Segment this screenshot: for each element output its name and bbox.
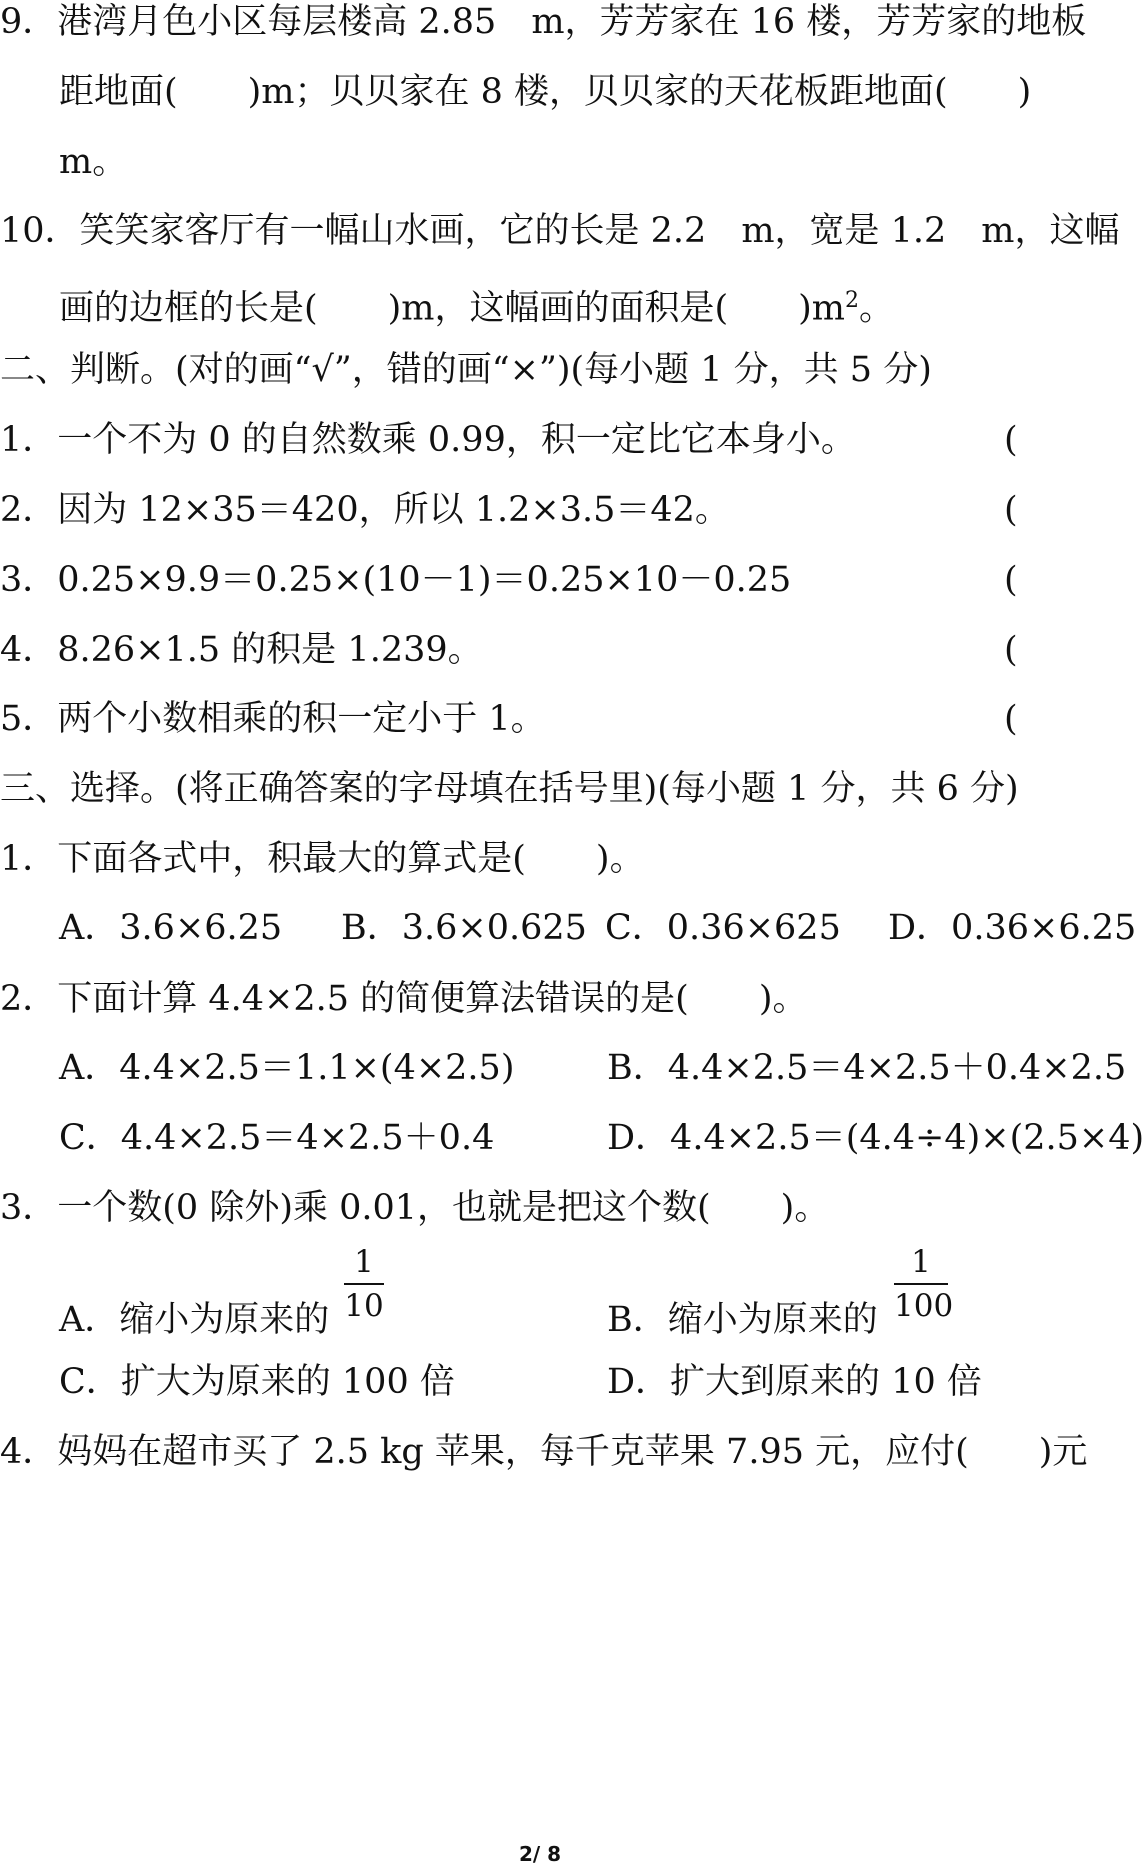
fraction-b-numerator: 1 xyxy=(911,1244,931,1280)
fraction-a-bar xyxy=(344,1283,384,1285)
s3-q4-stem: 4．妈妈在超市买了 2.5 kg 苹果，每千克苹果 7.95 元，应付( )元 xyxy=(0,1432,1088,1472)
section2-item-5: 5．两个小数相乘的积一定小于 1。 xyxy=(0,699,546,739)
section2-item-1: 1．一个不为 0 的自然数乘 0.99，积一定比它本身小。 xyxy=(0,420,856,460)
section3-heading: 三、选择。(将正确答案的字母填在括号里)(每小题 1 分，共 6 分) xyxy=(0,769,1019,809)
s3-q3-option-b: B．缩小为原来的 xyxy=(607,1300,878,1340)
answer-paren-3: ( xyxy=(1004,560,1018,600)
s3-q2-option-d: D．4.4×2.5＝(4.4÷4)×(2.5×4) xyxy=(607,1118,1144,1158)
s3-q1-option-b: B．3.6×0.625 xyxy=(341,908,587,948)
answer-paren-5: ( xyxy=(1004,699,1018,739)
answer-paren-1: ( xyxy=(1004,420,1018,460)
s3-q2-option-a: A．4.4×2.5＝1.1×(4×2.5) xyxy=(59,1048,515,1088)
q10-line2-text: 画的边框的长是( )m，这幅画的面积是( )m xyxy=(59,288,845,329)
q9-line1: 9．港湾月色小区每层楼高 2.85 m，芳芳家在 16 楼，芳芳家的地板 xyxy=(0,2,1087,42)
s3-q3-option-d: D．扩大到原来的 10 倍 xyxy=(607,1362,982,1402)
s3-q2-option-b: B．4.4×2.5＝4×2.5＋0.4×2.5 xyxy=(607,1048,1127,1088)
s3-q1-option-c: C．0.36×625 xyxy=(605,908,841,948)
s3-q1-stem: 1．下面各式中，积最大的算式是( )。 xyxy=(0,839,645,879)
answer-paren-4: ( xyxy=(1004,630,1018,670)
q10-line2-end: 。 xyxy=(859,288,895,329)
q10-superscript: 2 xyxy=(845,288,859,313)
s3-q3-fraction-b xyxy=(894,1244,954,1324)
fraction-b-denominator: 100 xyxy=(894,1288,954,1324)
s3-q3-option-c: C．扩大为原来的 100 倍 xyxy=(59,1362,455,1402)
q9-line3: m。 xyxy=(59,142,128,182)
answer-paren-2: ( xyxy=(1004,490,1018,530)
s3-q3-fraction-a xyxy=(344,1244,384,1324)
section2-heading: 二、判断。(对的画“√”，错的画“×”)(每小题 1 分，共 5 分) xyxy=(0,350,932,390)
fraction-a-denominator: 10 xyxy=(344,1288,384,1324)
fraction-a-numerator: 1 xyxy=(354,1244,374,1280)
s3-q3-stem: 3．一个数(0 除外)乘 0.01，也就是把这个数( )。 xyxy=(0,1188,830,1228)
s3-q1-option-a: A．3.6×6.25 xyxy=(59,908,283,948)
s3-q3-option-a: A．缩小为原来的 xyxy=(59,1300,330,1340)
page-number: 2/ 8 xyxy=(518,1842,562,1866)
q10-line2 xyxy=(59,279,894,331)
q10-line1: 10．笑笑家客厅有一幅山水画，它的长是 2.2 m，宽是 1.2 m，这幅 xyxy=(0,211,1120,251)
section2-item-2: 2．因为 12×35＝420，所以 1.2×3.5＝42。 xyxy=(0,490,730,530)
s3-q1-option-d: D．0.36×6.25 xyxy=(888,908,1137,948)
section2-item-4: 4．8.26×1.5 的积是 1.239。 xyxy=(0,630,483,670)
q9-line2: 距地面( )m；贝贝家在 8 楼，贝贝家的天花板距地面( ) xyxy=(59,72,1032,112)
s3-q2-option-c: C．4.4×2.5＝4×2.5＋0.4 xyxy=(59,1118,495,1158)
fraction-b-bar xyxy=(894,1283,948,1285)
s3-q2-stem: 2．下面计算 4.4×2.5 的简便算法错误的是( )。 xyxy=(0,979,808,1019)
section2-item-3: 3．0.25×9.9＝0.25×(10－1)＝0.25×10－0.25 xyxy=(0,560,792,600)
